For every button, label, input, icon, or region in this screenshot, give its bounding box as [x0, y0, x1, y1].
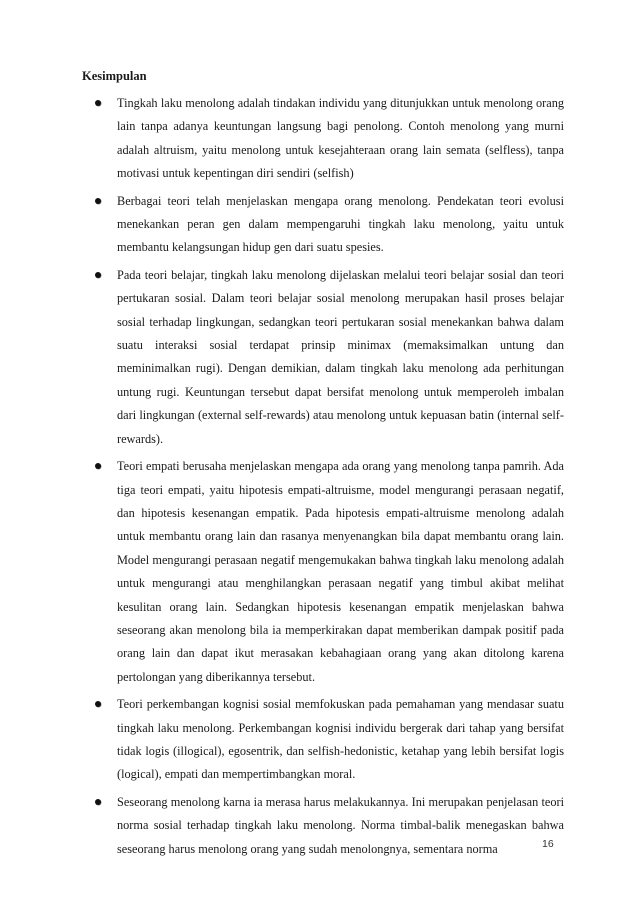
bullet-item: [84, 264, 564, 451]
bullet-item: [84, 455, 564, 689]
bullet-dot-icon: [95, 799, 101, 805]
bullet-dot-icon: [95, 198, 101, 204]
page-number: 16: [542, 838, 554, 850]
bullet-text: Tingkah laku menolong adalah tindakan individu yang ditunjukkan untuk menolong orang lain tanpa adanya keuntungan langsung bagi penolong. Contoh menolong yang murni adalah altruism, yaitu menolong untuk kesejahteraan orang lain semata (selfless), tanpa motivasi untuk kepentingan diri sendiri (selfish): [117, 96, 564, 181]
bullet-item: [84, 190, 564, 260]
bullet-text: Berbagai teori telah menjelaskan mengapa orang menolong. Pendekatan teori evolusi menekankan peran gen dalam mempengaruhi tingkah laku menolong, yaitu untuk membantu kelangsungan hidup gen dari suatu spesies.: [117, 193, 564, 255]
bullet-dot-icon: [95, 272, 101, 278]
bullet-dot-icon: [95, 701, 101, 707]
bullet-text: Pada teori belajar, tingkah laku menolong dijelaskan melalui teori belajar sosial dan teori pertukaran sosial. Dalam teori belajar sosial menolong merupakan hasil proses belajar sosial terhadap lingkungan, sedangkan teori pertukaran sosial menekankan bahwa dalam suatu interaksi sosial terdapat prinsip minimax (memaksimalkan untung dan meminimalkan rugi). Dengan demikian, dalam tingkah laku menolong ada perhitungan untung rugi. Keuntungan tersebut dapat bersifat menolong untuk memperoleh imbalan dari lingkungan (external self-rewards) atau menolong untuk kepuasan batin (internal self-rewards).: [117, 267, 564, 446]
bullet-item: [84, 92, 564, 186]
bullet-dot-icon: [95, 100, 101, 106]
bullet-item: [84, 791, 564, 861]
bullet-dot-icon: [95, 463, 101, 469]
page-body: [84, 66, 564, 865]
bullet-item: [84, 693, 564, 787]
bullet-text: Teori empati berusaha menjelaskan mengapa ada orang yang menolong tanpa pamrih. Ada tiga teori empati, yaitu hipotesis empati-altruisme, model mengurangi perasaan negatif, dan hipotesis kesenangan empatik. Pada hipotesis empati-altruisme menolong adalah untuk membantu orang lain dan rasanya menyenangkan bila dapat membantu orang lain. Model mengurangi perasaan negatif mengemukakan bahwa tingkah laku menolong adalah untuk mengurangi atau menghilangkan perasaan negatif yang timbul akibat melihat kesulitan orang lain. Sedangkan hipotesis kesenangan empatik menjelaskan bahwa seseorang akan menolong bila ia memperkirakan dapat memberikan dampak positif pada orang lain dan dapat ikut merasakan kebahagiaan orang yang akan ditolong karena pertolongan yang diberikannya tersebut.: [117, 459, 564, 684]
bullet-list: [84, 92, 564, 861]
bullet-text: Seseorang menolong karna ia merasa harus melakukannya. Ini merupakan penjelasan teori norma sosial terhadap tingkah laku menolong. Norma timbal-balik menegaskan bahwa seseorang harus menolong orang yang sudah menolongnya, sementara norma: [117, 794, 564, 856]
bullet-text: Teori perkembangan kognisi sosial memfokuskan pada pemahaman yang mendasar suatu tingkah laku menolong. Perkembangan kognisi individu bergerak dari tahap yang bersifat tidak logis (illogical), egosentrik, dan selfish-hedonistic, ketahap yang lebih bersifat logis (logical), empati dan mempertimbangkan moral.: [117, 697, 564, 782]
section-title: Kesimpulan: [82, 69, 147, 83]
